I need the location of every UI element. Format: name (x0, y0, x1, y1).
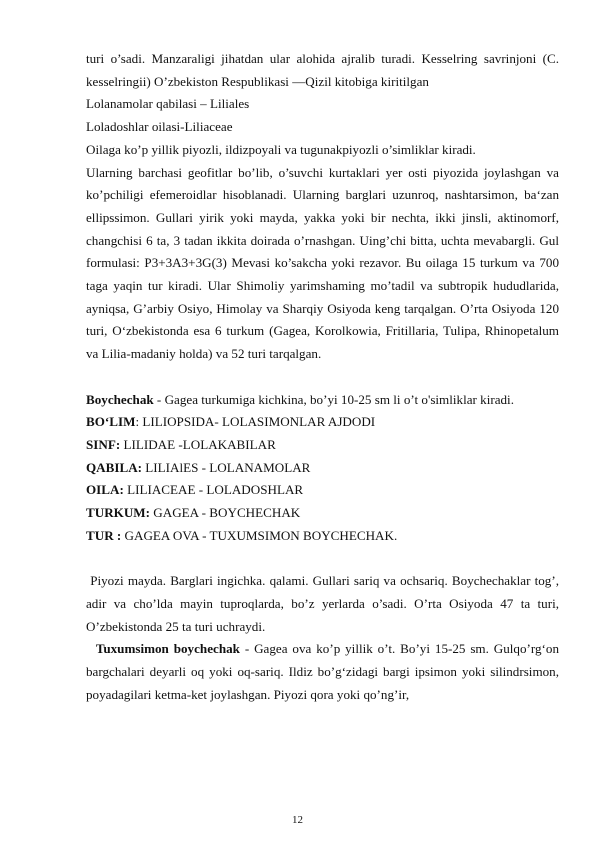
taxonomy-value: GAGEA - BOYCHECHAK (150, 505, 301, 521)
spacer (86, 547, 559, 570)
taxonomy-value: LILIDAE -LOLAKABILAR (120, 436, 276, 452)
tuxumsimon-paragraph (86, 638, 563, 706)
taxonomy-value: : LILIOPSIDA- LOLASIMONLAR AJDODI (135, 414, 376, 430)
taxonomy-label: BO‘LIM (86, 414, 136, 430)
taxonomy-label: TURKUM: (86, 505, 151, 521)
taxonomy-class (86, 434, 559, 457)
taxonomy-division (86, 411, 559, 434)
taxonomy-family (86, 479, 559, 502)
taxonomy-value: GAGEA OVA - TUXUMSIMON BOYCHECHAK. (121, 527, 398, 543)
description-paragraph: Ularning barchasi geofitlar bo’lib, o’suvchi kurtaklari yer osti piyozida joylashgan va ko’pchiligi efemeroidlar hisoblanadi. Ularning barglari uzunroq, nashtarsimon, ba‘zan ellipssimon. Gullari yirik yoki mayda, yakka yoki bir nechta, ikki jinsli, aktinomorf, changchisi 6 ta, 3 tadan ikkita doirada o’rnashgan. Uing’chi bitta, uchta mevabargli. Gul formulasi: P3+3A3+3G(3) Mevasi ko’sakcha yoki rezavor. Bu oilaga 15 turkum va 700 taga yaqin tur kiradi. Ular Shimoliy yarimshaming mo’tadil va subtropik hududlarida, ayniqsa, G’arbiy Osiyo, Himolay va Sharqiy Osiyoda keng tarqalgan. O’rta Osiyoda 120 turi, O‘zbekistonda esa 6 turkum (Gagea, Korolkowia, Fritillaria, Tulipa, Rhinopetalum va Lilia-madaniy holda) va 52 turi tarqalgan. (86, 164, 559, 362)
document-page (86, 48, 563, 706)
taxonomy-label: SINF: (86, 436, 121, 452)
taxonomy-value: LILIAlES - LOLANAMOLAR (142, 459, 311, 475)
page-number: 12 (292, 814, 303, 826)
boychechak-text: - Gagea turkumiga kichkina, bo’yi 10-25 sm li o’t o'simliklar kiradi. (153, 391, 514, 407)
intro-paragraph: turi o’sadi. Manzaraligi jihatdan ular alohida ajralib turadi. Kesselring savrinjoni (C. kesselringii) O’zbekiston Respublikasi ―Qizil kitobiga kiritilgan (86, 51, 559, 89)
order-line: Lolanamolar qabilasi – Liliales (86, 96, 250, 112)
piyozi-paragraph: Piyozi mayda. Barglari ingichka. qalami. Gullari sariq va ochsariq. Boychechaklar tog’, adir va cho’lda mayin tuproqlarda, bo’z yerlarda o’sadi. O’rta Osiyoda 47 ta turi, O’zbekistonda 25 ta turi uchraydi. (86, 573, 563, 634)
taxonomy-species (86, 525, 559, 548)
taxonomy-order (86, 457, 559, 480)
family-line: Loladoshlar oilasi-Liliaceae (86, 119, 233, 135)
taxonomy-label: OILA: (86, 482, 124, 498)
tuxumsimon-term: Tuxumsimon boychechak (86, 641, 240, 657)
tuxumsimon-text: - Gagea ova ko’p yillik o’t. Bo’yi 15-25 sm. Gulqo’rg‘on bargchalari deyarli oq yoki oq-sariq. Ildiz bo’g‘zidagi bargi ipsimon yoki silindrsimon, poyadagilari ketma-ket joylashgan. Piyozi qora yoki qo’ng’ir, (86, 641, 563, 702)
boychechak-line (86, 389, 559, 412)
boychechak-term: Boychechak (86, 391, 154, 407)
taxonomy-label: QABILA: (86, 459, 143, 475)
spacer (86, 366, 559, 389)
taxonomy-label: TUR : (86, 527, 122, 543)
taxonomy-value: LILIACEAE - LOLADOSHLAR (123, 482, 304, 498)
taxonomy-genus (86, 502, 559, 525)
family-description-line: Oilaga ko’p yillik piyozli, ildizpoyali va tugunakpiyozli o’simliklar kiradi. (86, 141, 476, 157)
